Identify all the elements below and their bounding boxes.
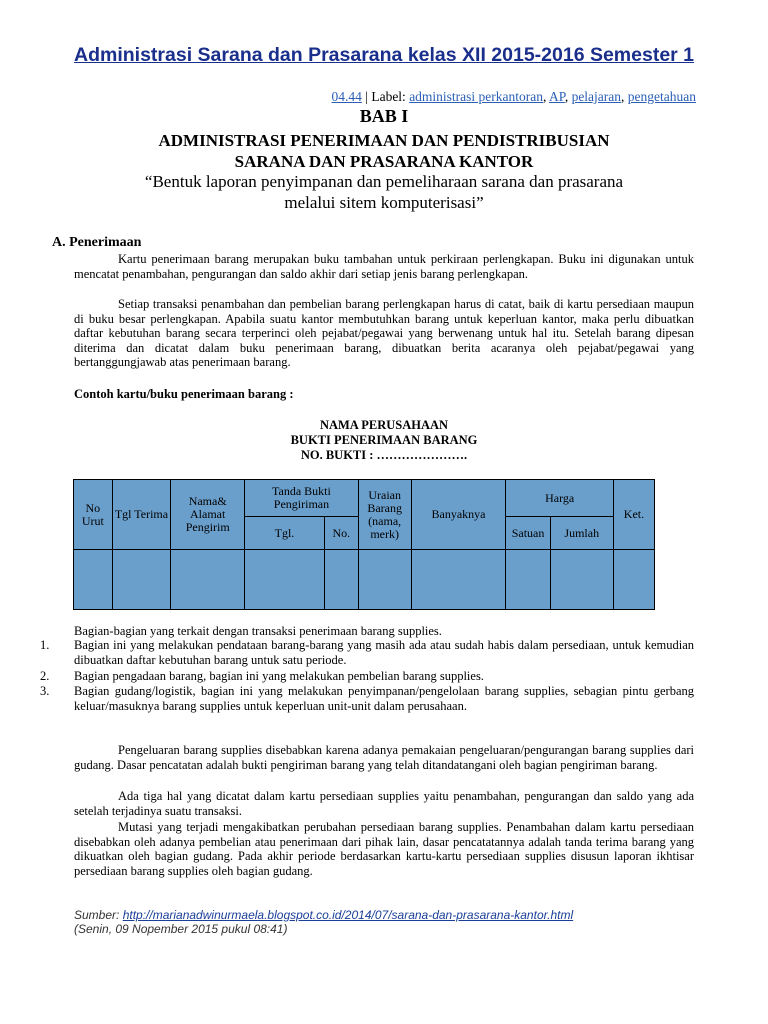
chapter-heading-line1: ADMINISTRASI PENERIMAAN DAN PENDISTRIBUSIAN <box>158 131 610 150</box>
paragraph-5: Mutasi yang terjadi mengakibatkan perubahan persediaan barang supplies. Penambahan dalam kartu persediaan disebabkan oleh adanya pembelian atau penerimaan dari pihak lain, dasar pencatatannya adalah tanda terima barang yang dikuatkan oleh bagian gudang. Pada akhir periode berdasarkan kartu-kartu persediaan supplies disusun laporan ikhtisar persediaan barang supplies oleh bagian gudang. <box>74 820 694 878</box>
label-link-pengetahuan[interactable]: pengetahuan <box>627 89 696 104</box>
col-tgl-terima: Tgl Terima <box>112 480 171 550</box>
post-title[interactable]: Administrasi Sarana dan Prasarana kelas XII 2015-2016 Semester 1 <box>74 44 695 66</box>
col-tanda-bukti: Tanda Bukti Pengiriman <box>245 480 359 517</box>
col-satuan: Satuan <box>506 517 550 550</box>
table-cell <box>506 550 550 610</box>
chapter-quote-line1: “Bentuk laporan penyimpanan dan pemeliharaan sarana dan prasarana <box>144 172 624 191</box>
list-item <box>40 669 694 684</box>
section-a-heading: A. Penerimaan <box>52 235 142 250</box>
table-cell <box>324 550 358 610</box>
list-item-text: Bagian ini yang melakukan pendataan barang-barang yang masih ada atau sudah habis dalam persediaan, untuk kemudian dibuatkan daftar kebutuhan barang untuk satu periode. <box>74 638 694 667</box>
post-time-link[interactable]: 04.44 <box>331 89 362 104</box>
table-cell <box>358 550 411 610</box>
paragraph-1: Kartu penerimaan barang merupakan buku tambahan untuk perkiraan perlengkapan. Buku ini digunakan untuk mencatat penambahan, pengurangan dan saldo akhir dari setiap jenis barang perlengkapan. <box>74 252 694 281</box>
chapter-title: BAB I <box>359 106 409 126</box>
col-jumlah: Jumlah <box>550 517 613 550</box>
table-cell <box>245 550 325 610</box>
list-item-text: Bagian pengadaan barang, bagian ini yang melakukan pembelian barang supplies. <box>74 669 484 683</box>
paragraph-3: Pengeluaran barang supplies disebabkan karena adanya pemakaian pengeluaran/pengurangan barang supplies dari gudang. Dasar pencatatan adalah bukti pengiriman barang yang telah ditandatangani oleh bagian pengiriman barang. <box>74 743 694 772</box>
label-link-administrasi[interactable]: administrasi perkantoran <box>409 89 544 104</box>
source-link[interactable]: http://marianadwinurmaela.blogspot.co.id/2014/07/sarana-dan-prasarana-kantor.html <box>122 908 574 922</box>
list-item <box>40 638 694 667</box>
table-cell <box>411 550 506 610</box>
table-cell <box>74 550 113 610</box>
col-nama-alamat: Nama& Alamat Pengirim <box>171 480 245 550</box>
col-uraian: Uraian Barang (nama, merk) <box>358 480 411 550</box>
col-no: No. <box>324 517 358 550</box>
col-no-urut: No Urut <box>74 480 113 550</box>
form-company-name: NAMA PERUSAHAAN <box>319 418 449 432</box>
list-item-number: 2. <box>40 669 50 683</box>
form-number: NO. BUKTI : …………………. <box>300 448 468 462</box>
list-item-number: 3. <box>40 684 50 698</box>
form-title: BUKTI PENERIMAAN BARANG <box>290 433 478 447</box>
table-row-empty <box>74 550 655 610</box>
label-link-ap[interactable]: AP <box>549 89 565 104</box>
label-link-pelajaran[interactable]: pelajaran <box>571 89 622 104</box>
col-banyaknya: Banyaknya <box>411 480 506 550</box>
table-cell <box>613 550 654 610</box>
paragraph-2: Setiap transaksi penambahan dan pembelian barang perlengkapan harus di catat, baik di kartu persediaan maupun di buku besar perlengkapan. Apabila suatu kantor membutuhkan barang untuk keperluan kantor, maka perlu dibuatkan daftar kebutuhan barang secara terperinci oleh pejabat/pegawai yang berwenang untuk hal itu. Setelah barang dipesan diterima dan dicatat dalam buku penerimaan barang, dibuatkan berita acaranya oleh pejabat/pegawai yang bertanggungjawab atas penerimaan barang. <box>74 297 694 370</box>
col-ket: Ket. <box>613 480 654 550</box>
list-item <box>40 684 694 713</box>
label-prefix: | Label: <box>361 89 410 104</box>
col-tgl: Tgl. <box>245 517 325 550</box>
source-date: (Senin, 09 Nopember 2015 pukul 08:41) <box>74 921 288 936</box>
table-cell <box>550 550 613 610</box>
chapter-quote-line2: melalui sitem komputerisasi” <box>284 193 484 212</box>
table-cell <box>171 550 245 610</box>
source-label: Sumber: <box>74 908 123 922</box>
post-meta: 04.44 | Label: administrasi perkantoran, AP, pelajaran, pengetahuan <box>331 89 696 104</box>
col-harga: Harga <box>506 480 613 517</box>
list-item-number: 1. <box>40 638 50 652</box>
chapter-heading-line2: SARANA DAN PRASARANA KANTOR <box>234 152 534 171</box>
receipt-table <box>73 479 655 610</box>
table-cell <box>112 550 171 610</box>
source-citation <box>74 909 694 936</box>
list-item-text: Bagian gudang/logistik, bagian ini yang melakukan penyimpanan/pengelolaan barang supplies, sebagian pintu gerbang keluar/masuknya barang supplies untuk keperluan unit-unit dalam perusahaan. <box>74 684 694 713</box>
paragraph-4: Ada tiga hal yang dicatat dalam kartu persediaan supplies yaitu penambahan, pengurangan dan saldo yang ada setelah terjadinya suatu transaksi. <box>74 789 694 818</box>
example-label: Contoh kartu/buku penerimaan barang : <box>74 387 294 401</box>
parts-intro: Bagian-bagian yang terkait dengan transaksi penerimaan barang supplies. <box>74 624 442 638</box>
